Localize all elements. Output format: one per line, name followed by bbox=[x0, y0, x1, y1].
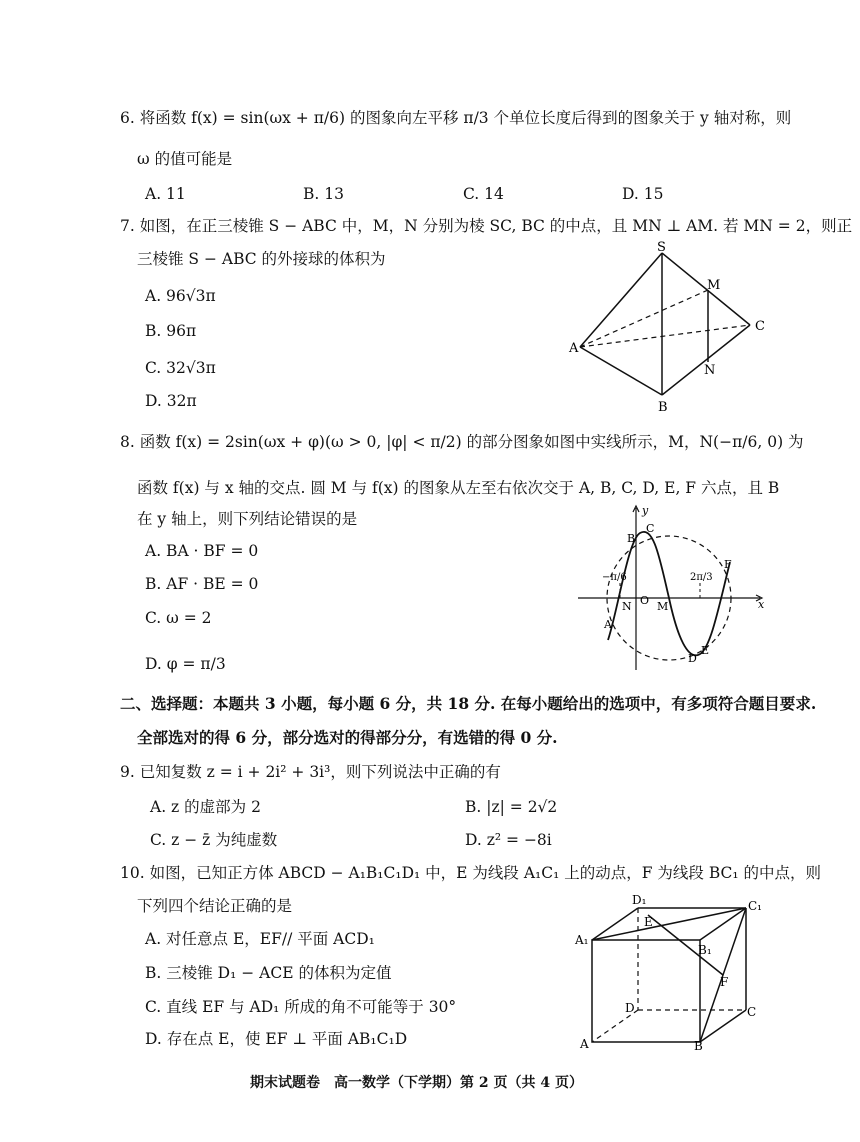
q10-label-b1: B₁ bbox=[698, 943, 712, 957]
q7-stem-line1: 7. 如图，在正三棱锥 S − ABC 中，M，N 分别为棱 SC, BC 的中点，且 MN ⊥ AM. 若 MN = 2，则正 bbox=[120, 217, 853, 235]
q7-label-m: M bbox=[707, 278, 721, 293]
q9-option-b: B. |z| = 2√2 bbox=[465, 798, 558, 816]
q8-stem-line3: 在 y 轴上，则下列结论错误的是 bbox=[137, 510, 358, 528]
q10-label-a1: A₁ bbox=[575, 933, 589, 947]
q8-label-e: E bbox=[701, 644, 710, 657]
q8-label-2pi-3: 2π/3 bbox=[690, 572, 713, 583]
q7-stem-line2: 三棱锥 S − ABC 的外接球的体积为 bbox=[137, 250, 386, 268]
q8-option-a: A. BA · BF = 0 bbox=[145, 542, 259, 560]
q10-option-d: D. 存在点 E，使 EF ⊥ 平面 AB₁C₁D bbox=[145, 1030, 408, 1048]
q8-option-d: D. φ = π/3 bbox=[145, 655, 226, 673]
q10-option-c: C. 直线 EF 与 AD₁ 所成的角不可能等于 30° bbox=[145, 998, 457, 1016]
q6-stem-line2: ω 的值可能是 bbox=[137, 150, 233, 168]
q8-label-o: O bbox=[640, 594, 650, 607]
page-footer: 期末试题卷 高一数学（下学期）第 2 页（共 4 页） bbox=[250, 1075, 583, 1091]
q8-label-m: M bbox=[657, 600, 669, 613]
q8-label-y-axis: y bbox=[642, 504, 649, 517]
q7-pyramid-figure bbox=[560, 240, 775, 415]
q10-label-f: F bbox=[720, 975, 729, 989]
q8-stem-line2: 函数 f(x) 与 x 轴的交点. 圆 M 与 f(x) 的图象从左至右依次交于 A, B, C, D, E, F 六点，且 B bbox=[137, 479, 780, 497]
q8-label-n: N bbox=[622, 600, 632, 613]
q7-option-c: C. 32√3π bbox=[145, 359, 216, 377]
q7-label-c: C bbox=[755, 319, 765, 334]
section2-heading-line1: 二、选择题：本题共 3 小题，每小题 6 分，共 18 分. 在每小题给出的选项中，有多项符合题目要求. bbox=[120, 694, 817, 713]
q7-label-b: B bbox=[658, 400, 668, 415]
q7-label-n: N bbox=[704, 363, 716, 378]
q6-option-c: C. 14 bbox=[463, 185, 504, 203]
q7-option-b: B. 96π bbox=[145, 322, 197, 340]
q10-cube-figure bbox=[570, 890, 770, 1055]
q10-option-a: A. 对任意点 E，EF// 平面 ACD₁ bbox=[145, 930, 375, 948]
q7-option-d: D. 32π bbox=[145, 392, 197, 410]
section2-heading-line2: 全部选对的得 6 分，部分选对的得部分分，有选错的得 0 分. bbox=[137, 728, 558, 747]
q10-label-d: D bbox=[625, 1001, 635, 1015]
q10-option-b: B. 三棱锥 D₁ − ACE 的体积为定值 bbox=[145, 964, 392, 982]
q10-label-b: B bbox=[694, 1039, 703, 1053]
q10-label-c1: C₁ bbox=[748, 899, 762, 913]
q9-option-a: A. z 的虚部为 2 bbox=[150, 798, 261, 816]
q8-label-x-axis: x bbox=[758, 598, 765, 611]
q8-label-a: A bbox=[604, 618, 612, 631]
q6-option-a: A. 11 bbox=[145, 185, 186, 203]
q7-label-a: A bbox=[569, 341, 579, 356]
q8-label-neg-pi-6: −π/6 bbox=[602, 572, 627, 583]
q10-label-d1: D₁ bbox=[632, 893, 647, 907]
q9-stem: 9. 已知复数 z = i + 2i² + 3i³，则下列说法中正确的有 bbox=[120, 763, 501, 781]
q8-graph-figure bbox=[570, 500, 770, 675]
q10-label-a: A bbox=[580, 1037, 589, 1051]
q8-option-b: B. AF · BE = 0 bbox=[145, 575, 259, 593]
q6-option-d: D. 15 bbox=[622, 185, 664, 203]
q6-stem-line1: 6. 将函数 f(x) = sin(ωx + π/6) 的图象向左平移 π/3 个单位长度后得到的图象关于 y 轴对称，则 bbox=[120, 109, 792, 127]
q8-stem-line1: 8. 函数 f(x) = 2sin(ωx + φ)(ω > 0, |φ| < π/2) 的部分图象如图中实线所示，M，N(−π/6, 0) 为 bbox=[120, 433, 804, 451]
q8-label-b: B bbox=[627, 532, 636, 545]
q10-stem-line1: 10. 如图，已知正方体 ABCD − A₁B₁C₁D₁ 中，E 为线段 A₁C₁ 上的动点，F 为线段 BC₁ 的中点，则 bbox=[120, 864, 822, 882]
q6-option-b: B. 13 bbox=[303, 185, 344, 203]
q9-option-c: C. z − z̄ 为纯虚数 bbox=[150, 831, 278, 849]
q10-label-c: C bbox=[747, 1005, 757, 1019]
q9-option-d: D. z² = −8i bbox=[465, 831, 552, 849]
q7-label-s: S bbox=[657, 240, 666, 255]
q8-label-c: C bbox=[646, 522, 655, 535]
q8-label-d: D bbox=[688, 652, 697, 665]
q10-stem-line2: 下列四个结论正确的是 bbox=[137, 897, 293, 915]
q10-label-e: E bbox=[644, 915, 653, 929]
q8-label-f: F bbox=[724, 558, 732, 571]
q7-option-a: A. 96√3π bbox=[145, 287, 216, 305]
q8-option-c: C. ω = 2 bbox=[145, 609, 212, 627]
